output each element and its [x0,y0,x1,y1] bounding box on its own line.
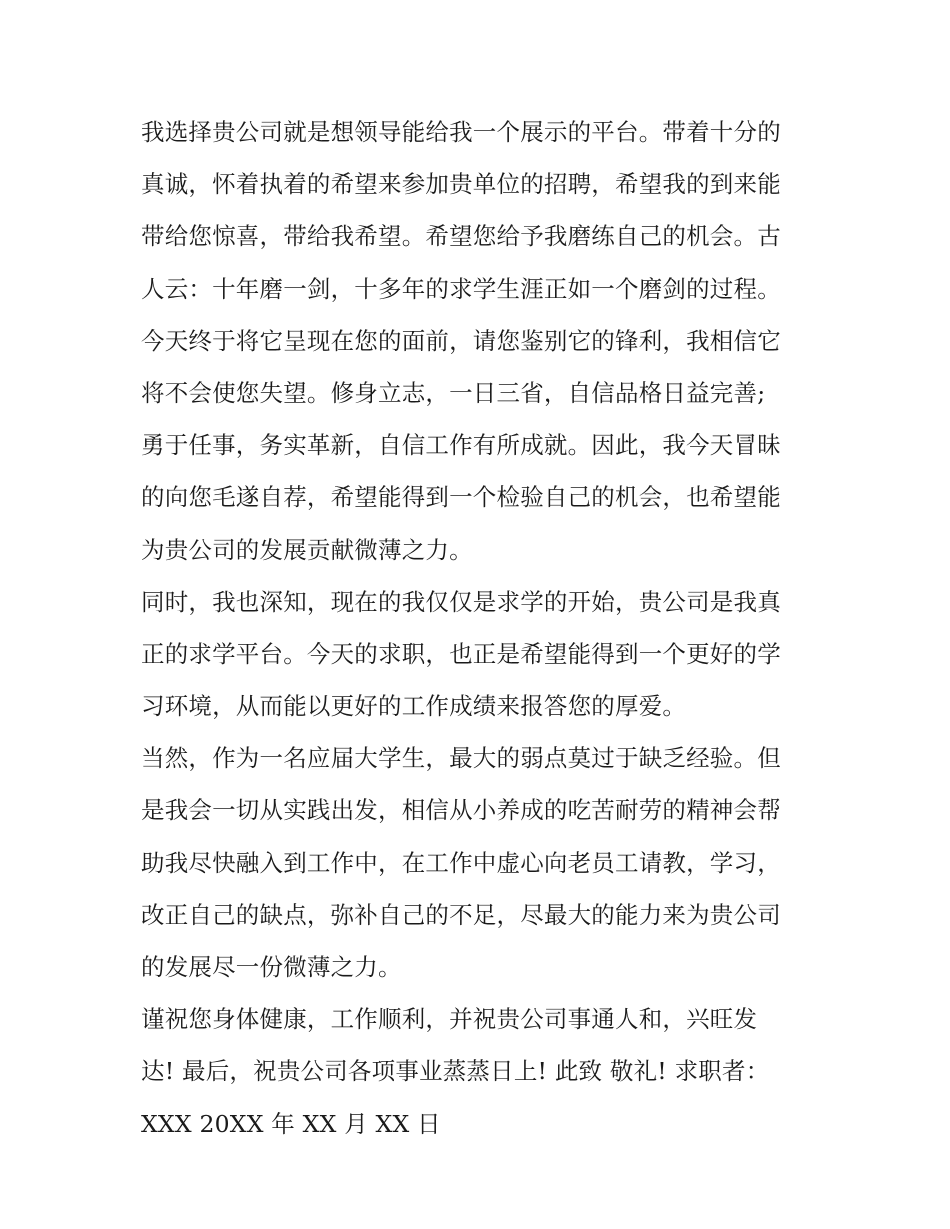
letter-body [141,106,821,1150]
text-line: 是我会一切从实践出发，相信从小养成的吃苦耐劳的精神会帮 [141,796,781,825]
text-line: 的向您毛遂自荐，希望能得到一个检验自己的机会，也希望能 [141,483,781,512]
text-line: 将不会使您失望。修身立志，一日三省，自信品格日益完善; [141,378,766,407]
text-line: 助我尽快融入到工作中，在工作中虚心向老员工请教，学习， [141,848,781,877]
text-line: 当然，作为一名应届大学生，最大的弱点莫过于缺乏经验。但 [141,744,781,773]
text-line: 人云：十年磨一剑，十多年的求学生涯正如一个磨剑的过程。 [141,274,781,303]
text-line: 达! 最后，祝贵公司各项事业蒸蒸日上! 此致 敬礼! 求职者： [141,1057,770,1086]
text-line: 为贵公司的发展贡献微薄之力。 [141,535,473,564]
text-line: 勇于任事，务实革新，自信工作有所成就。因此，我今天冒昧 [141,431,781,460]
text-line: 今天终于将它呈现在您的面前，请您鉴别它的锋利，我相信它 [141,326,781,355]
signature-date-line: XXX 20XX 年 XX 月 XX 日 [141,1109,441,1138]
text-line: 正的求学平台。今天的求职，也正是希望能得到一个更好的学 [141,639,781,668]
text-line: 谨祝您身体健康，工作顺利，并祝贵公司事通人和，兴旺发 [141,1005,758,1034]
text-line: 真诚，怀着执着的希望来参加贵单位的招聘，希望我的到来能 [141,170,781,199]
text-line: 改正自己的缺点，弥补自己的不足，尽最大的能力来为贵公司 [141,900,781,929]
text-line: 同时，我也深知，现在的我仅仅是求学的开始，贵公司是我真 [141,587,781,616]
text-line: 带给您惊喜，带给我希望。希望您给予我磨练自己的机会。古 [141,222,781,251]
text-line: 的发展尽一份微薄之力。 [141,953,402,981]
text-line: 习环境，从而能以更好的工作成绩来报答您的厚爱。 [141,692,687,721]
text-line: 我选择贵公司就是想领导能给我一个展示的平台。带着十分的 [141,118,781,146]
